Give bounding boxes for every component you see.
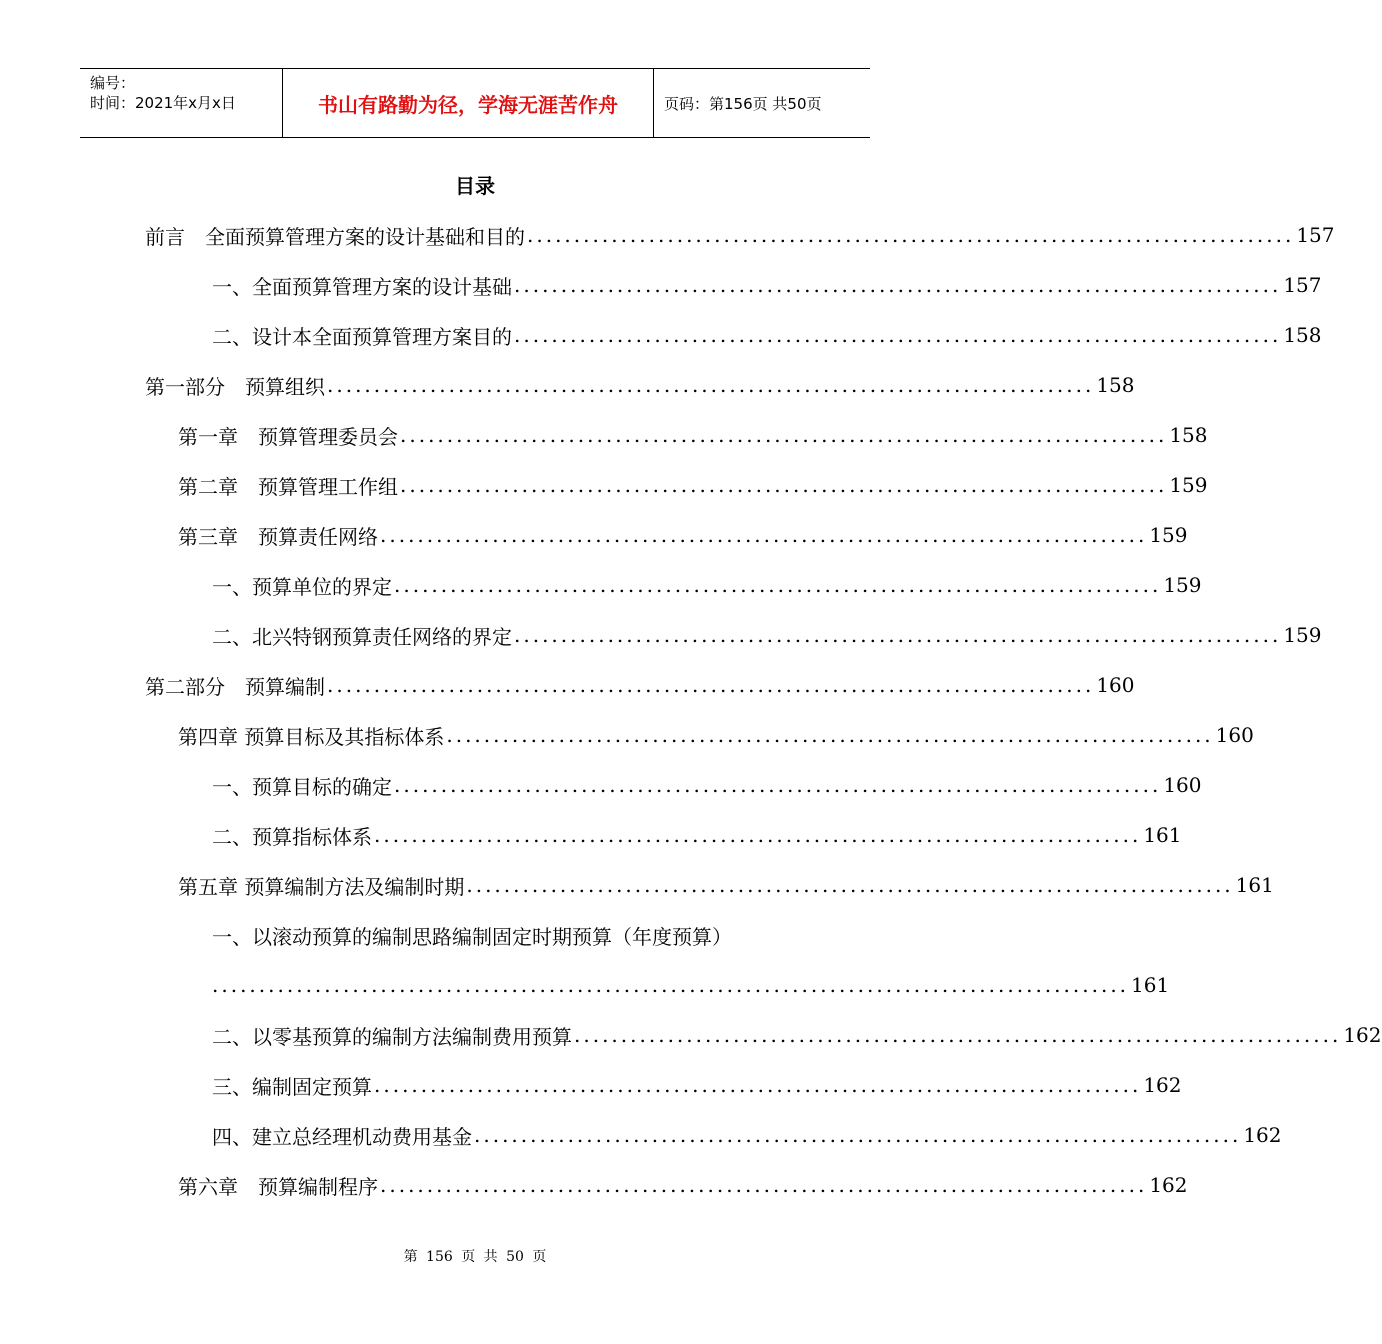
toc-entry-page: 160 (1163, 773, 1202, 797)
toc-entry-page: 159 (1283, 623, 1322, 647)
toc-entry-text: 二、北兴特钢预算责任网络的界定 (212, 624, 512, 649)
toc-entry-text: 第五章 预算编制方法及编制时期 (178, 874, 465, 899)
toc-entry-text: 一、预算单位的界定 (212, 574, 392, 599)
header-meta (80, 69, 282, 137)
toc-leader: .................................................................................. (327, 373, 1095, 397)
toc-entry[interactable] (212, 1060, 1182, 1110)
toc-entry[interactable] (212, 760, 1202, 810)
toc-leader: .................................................................................. (514, 273, 1282, 297)
toc-entry-page: 158 (1096, 373, 1135, 397)
toc-leader: .................................................................................. (380, 523, 1148, 547)
toc-entry[interactable] (212, 560, 1202, 610)
toc-entry-page: 157 (1283, 273, 1322, 297)
toc-entry-page: 158 (1169, 423, 1208, 447)
toc-leader: .................................................................................. (514, 323, 1282, 347)
document-date: 时间：2021年x月x日 (90, 94, 236, 112)
toc-leader: .................................................................................. (400, 423, 1168, 447)
toc-entry[interactable] (145, 210, 1335, 260)
toc-entry-page: 159 (1169, 473, 1208, 497)
toc-entry-text: 一、预算目标的确定 (212, 774, 392, 799)
toc-entry-page: 162 (1143, 1073, 1182, 1097)
toc-leader: .................................................................................. (380, 1173, 1148, 1197)
toc-entry-page: 162 (1149, 1173, 1188, 1197)
toc-entry[interactable] (212, 260, 1322, 310)
toc-entry-text: 四、建立总经理机动费用基金 (212, 1124, 472, 1149)
toc-entry-text: 二、以零基预算的编制方法编制费用预算 (212, 1024, 572, 1049)
toc-entry[interactable] (212, 1010, 1382, 1060)
toc-leader: .................................................................................. (394, 773, 1162, 797)
toc-entry-page: 162 (1243, 1123, 1282, 1147)
toc-title: 目录 (455, 174, 495, 198)
toc-leader: .................................................................................. (574, 1023, 1342, 1047)
page-header (80, 68, 870, 138)
toc-entry[interactable] (212, 810, 1182, 860)
toc-leader: .................................................................................................. (212, 973, 1130, 997)
toc-entry-text: 第六章 预算编制程序 (178, 1174, 378, 1199)
toc-entry[interactable] (212, 910, 806, 960)
toc-entry-page: 160 (1096, 673, 1135, 697)
toc-entry-page: 158 (1283, 323, 1322, 347)
header-page-number: 页码：第156页 共50页 (664, 94, 822, 113)
toc-entry-page: 161 (1131, 973, 1170, 997)
toc-entry-text: 前言 全面预算管理方案的设计基础和目的 (145, 224, 525, 249)
toc-entry-text: 第一章 预算管理委员会 (178, 424, 398, 449)
toc-entry[interactable] (178, 510, 1188, 560)
toc-entry-page: 162 (1343, 1023, 1382, 1047)
toc-leader: .................................................................................. (446, 723, 1214, 747)
toc-entry-page: 159 (1163, 573, 1202, 597)
toc-entry-text: 第二章 预算管理工作组 (178, 474, 398, 499)
toc-entry[interactable] (178, 1160, 1188, 1210)
toc-leader: .................................................................................. (374, 1073, 1142, 1097)
toc-leader: .................................................................................. (400, 473, 1168, 497)
toc-entry[interactable] (145, 360, 1135, 410)
toc-entry-text: 第二部分 预算编制 (145, 674, 325, 699)
toc-entry[interactable] (145, 660, 1135, 710)
toc-leader: .................................................................................. (374, 823, 1142, 847)
document-number: 编号： (90, 74, 136, 92)
toc-entry[interactable] (178, 860, 1274, 910)
toc-entry[interactable] (212, 610, 1322, 660)
toc-entry[interactable] (212, 310, 1322, 360)
page-footer: 第 156 页 共 50 页 (403, 1249, 547, 1265)
toc-entry-text: 第一部分 预算组织 (145, 374, 325, 399)
toc-entry[interactable] (178, 710, 1254, 760)
toc-entry[interactable] (178, 460, 1208, 510)
toc-entry[interactable] (178, 410, 1208, 460)
toc-entry-page: 157 (1296, 223, 1335, 247)
toc-entry-text: 一、以滚动预算的编制思路编制固定时期预算（年度预算） (212, 924, 732, 949)
toc-entry-text: 三、编制固定预算 (212, 1074, 372, 1099)
toc-leader: .................................................................................. (527, 223, 1295, 247)
toc-leader: .................................................................................. (466, 873, 1234, 897)
toc-entry-text: 第三章 预算责任网络 (178, 524, 378, 549)
toc-entry-continuation[interactable] (212, 960, 1170, 1010)
toc-entry-page: 161 (1143, 823, 1182, 847)
toc-entry-text: 一、全面预算管理方案的设计基础 (212, 274, 512, 299)
header-motto: 书山有路勤为径，学海无涯苦作舟 (282, 69, 654, 137)
toc-entry-page: 160 (1215, 723, 1254, 747)
toc-entry-page: 161 (1235, 873, 1274, 897)
toc-leader: .................................................................................. (394, 573, 1162, 597)
toc-leader: .................................................................................. (327, 673, 1095, 697)
toc-entry-text: 二、预算指标体系 (212, 824, 372, 849)
toc-entry-text: 第四章 预算目标及其指标体系 (178, 724, 445, 749)
toc-entry-page: 159 (1149, 523, 1188, 547)
toc-entry[interactable] (212, 1110, 1282, 1160)
toc-leader: .................................................................................. (514, 623, 1282, 647)
toc-entry-text: 二、设计本全面预算管理方案目的 (212, 324, 512, 349)
toc-leader: .................................................................................. (474, 1123, 1242, 1147)
